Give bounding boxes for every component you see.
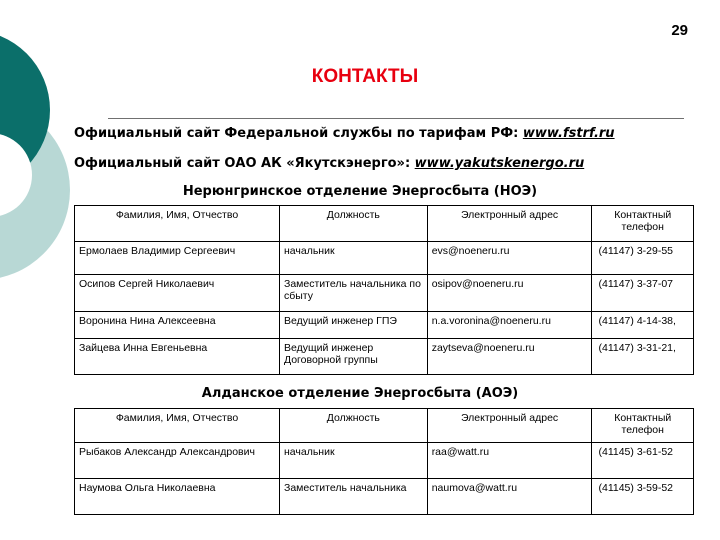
cell-position: Заместитель начальника <box>279 479 427 515</box>
cell-position: начальник <box>279 443 427 479</box>
table-header-row <box>75 409 694 443</box>
table-header-row <box>75 206 694 242</box>
cell-name: Рыбаков Александр Александрович <box>75 443 280 479</box>
table-row <box>75 312 694 339</box>
cell-email[interactable]: naumova@watt.ru <box>427 479 592 515</box>
decorative-circles <box>0 0 70 300</box>
cell-email[interactable]: raa@watt.ru <box>427 443 592 479</box>
table-row <box>75 275 694 312</box>
cell-email[interactable]: zaytseva@noeneru.ru <box>427 339 592 375</box>
page-title: КОНТАКТЫ <box>311 66 419 87</box>
table-row <box>75 242 694 275</box>
cell-name: Воронина Нина Алексеевна <box>75 312 280 339</box>
col-header-position: Должность <box>279 409 427 443</box>
cell-position: Ведущий инженер ГПЭ <box>279 312 427 339</box>
section-title-aoe: Алданское отделение Энергосбыта (АОЭ) <box>201 386 519 401</box>
cell-email[interactable]: evs@noeneru.ru <box>427 242 592 275</box>
cell-name: Ермолаев Владимир Сергеевич <box>75 242 280 275</box>
fst-site-label: Официальный сайт Федеральной службы по тарифам РФ: <box>74 126 523 141</box>
cell-phone: (41147) 3-31-21, <box>592 339 694 375</box>
col-header-name: Фамилия, Имя, Отчество <box>75 409 280 443</box>
cell-phone: (41145) 3-61-52 <box>592 443 694 479</box>
cell-phone: (41147) 4-14-38, <box>592 312 694 339</box>
title-divider <box>108 118 684 119</box>
cell-name: Наумова Ольга Николаевна <box>75 479 280 515</box>
col-header-phone: Контактный телефон <box>592 409 694 443</box>
contacts-table-aoe <box>74 408 694 515</box>
yakutskenergo-site-label: Официальный сайт ОАО АК «Якутскэнерго»: <box>74 156 415 171</box>
table-row <box>75 339 694 375</box>
cell-phone: (41147) 3-29-55 <box>592 242 694 275</box>
col-header-name: Фамилия, Имя, Отчество <box>75 206 280 242</box>
col-header-position: Должность <box>279 206 427 242</box>
page-number: 29 <box>671 22 688 39</box>
section-title-noe: Нерюнгринское отделение Энергосбыта (НОЭ) <box>182 184 538 199</box>
fst-site-link[interactable]: www.fstrf.ru <box>522 126 615 141</box>
cell-phone: (41147) 3-37-07 <box>592 275 694 312</box>
col-header-email: Электронный адрес <box>427 206 592 242</box>
cell-position: Заместитель начальника по сбыту <box>279 275 427 312</box>
yakutskenergo-site-line <box>74 156 584 171</box>
col-header-phone: Контактный телефон <box>592 206 694 242</box>
table-row <box>75 443 694 479</box>
cell-name: Зайцева Инна Евгеньевна <box>75 339 280 375</box>
yakutskenergo-site-link[interactable]: www.yakutskenergo.ru <box>414 156 585 171</box>
contacts-table-noe <box>74 205 694 375</box>
cell-position: начальник <box>279 242 427 275</box>
cell-email[interactable]: n.a.voronina@noeneru.ru <box>427 312 592 339</box>
cell-name: Осипов Сергей Николаевич <box>75 275 280 312</box>
col-header-email: Электронный адрес <box>427 409 592 443</box>
cell-position: Ведущий инженер Договорной группы <box>279 339 427 375</box>
table-row <box>75 479 694 515</box>
fst-site-line <box>74 126 615 141</box>
cell-phone: (41145) 3-59-52 <box>592 479 694 515</box>
cell-email[interactable]: osipov@noeneru.ru <box>427 275 592 312</box>
